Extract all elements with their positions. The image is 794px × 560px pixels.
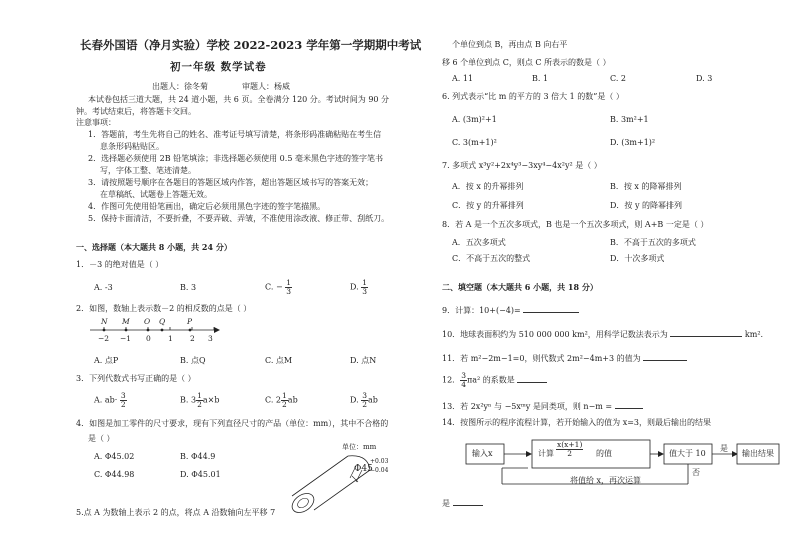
q1-option-d: D. $\frac{1}{3}$	[350, 278, 367, 296]
section2-title: 二、填空题（本大题共 6 小题，共 18 分）	[442, 282, 598, 292]
flow-compute-fraction: $\frac{x(x+1)}{2}$	[557, 440, 583, 458]
q1-option-a: A. -3	[94, 283, 113, 292]
q8-option-a: A．五次多项式	[452, 238, 506, 247]
q5-option-b: B. 1	[532, 74, 549, 83]
q2-option-d: D. 点N	[350, 356, 377, 365]
q4-option-a: A. Φ45.02	[94, 452, 135, 461]
q8-stem: 8．若 A 是一个五次多项式，B 也是一个五次多项式，则 A+B 一定是（ ）	[442, 220, 709, 229]
flow-loop-label: 将值给 x，再次运算	[570, 476, 642, 485]
q13: 13．若 2x²yⁿ 与 −5xᵐy 是同类项，则 n−m =	[442, 400, 643, 412]
point-label: Q	[159, 317, 166, 326]
note-line: 在草稿纸、试题卷上答题无效。	[100, 190, 212, 199]
point-label: O	[144, 317, 151, 326]
q4-option-b: B. Φ44.9	[180, 452, 216, 461]
intro-line-1: 本试卷包括三道大题，共 24 道小题，共 6 页。全卷满分 120 分。考试时间为 90 分	[88, 95, 390, 104]
point-label: P	[187, 317, 193, 326]
q5-stem-cont: 个单位到点 B，再由点 B 向右平	[452, 40, 568, 49]
note-line: 5．保持卡面清洁，不要折叠，不要弄破、弄皱，不准使用涂改液、修正带、刮纸刀。	[88, 214, 390, 223]
flow-input-box: 输入x	[472, 449, 493, 458]
q4-stem: 4．如图是加工零件的尺寸要求，现有下列直径尺寸的产品（单位：mm），其中不合格的	[76, 419, 389, 428]
q8-option-d: D．十次多项式	[610, 254, 665, 263]
q14-stem: 14．按图所示的程序流程计算，若开始输入的值为 x=3，则最后输出的结果	[442, 418, 712, 427]
q3-option-d: D. $\frac{3}{2}$ ab	[350, 391, 378, 409]
note-line: 2．选择题必须使用 2B 铅笔填涂；非选择题必须使用 0.5 毫米黑色字迹的签字笔书	[88, 154, 383, 163]
flow-compute-prefix: 计算	[538, 449, 554, 458]
q2-stem: 2．如图，数轴上表示数－2 的相反数的点是（ ）	[76, 304, 252, 313]
q4-stem-cont: 是（ ）	[88, 434, 115, 443]
dimension-base: Φ45	[354, 464, 373, 474]
q7-option-b: B．按 x 的降幂排列	[610, 182, 682, 191]
tick-label: 2	[190, 334, 195, 343]
q5-stem: 5.点 A 为数轴上表示 2 的点，将点 A 沿数轴向左平移 7	[76, 508, 276, 517]
axis-ticks	[98, 327, 214, 343]
right-column	[410, 0, 790, 560]
note-line: 写，字体工整、笔迹清楚。	[100, 166, 196, 175]
answer-blank	[670, 328, 742, 337]
q10: 10．地球表面积约为 510 000 000 km²，用科学记数法表示为 km².	[442, 330, 764, 339]
note-line: 息条形码粘贴区。	[100, 142, 164, 151]
note-line: 1．答题前，考生先将自己的姓名、准考证号填写清楚，将条形码准确粘贴在考生信	[88, 130, 382, 139]
left-column	[12, 0, 422, 560]
answer-blank	[643, 352, 687, 361]
tick-label: 3	[208, 334, 213, 343]
section1-title: 一、选择题（本大题共 8 小题，共 24 分）	[76, 242, 232, 252]
q4-option-c: C. Φ44.98	[94, 470, 135, 479]
q5-option-a: A. 11	[452, 74, 474, 83]
q5-stem-cont: 移 6 个单位到点 C，则点 C 所表示的数是（ ）	[442, 58, 611, 67]
q8-option-c: C．不高于五次的整式	[452, 254, 531, 263]
tick-label: 1	[168, 334, 173, 343]
point-label: N	[101, 317, 108, 326]
q11: 11．若 m²−2m−1=0，则代数式 2m²−4m+3 的值为	[442, 352, 687, 364]
q3-option-b: B. 3 $\frac{1}{2}$ a×b	[180, 391, 220, 409]
note-line: 4．作图可先使用铅笔画出，确定后必须用黑色字迹的签字笔描黑。	[88, 202, 326, 211]
dimension-lower-tolerance: −0.04	[370, 467, 389, 474]
reviewer-label: 审题人：杨威	[242, 82, 290, 91]
q6-option-a: A. (3m)²+1	[452, 115, 497, 124]
intro-line-2: 钟。考试结束后，将答题卡交回。	[76, 107, 196, 116]
q1-option-b: B. 3	[180, 283, 197, 292]
q7-stem: 7. 多项式 x³y²+2x⁴y³−3xy⁴−4x²y² 是（ ）	[442, 161, 602, 170]
q12: 12． $\frac{3}{4}$ πa² 的系数是	[442, 372, 547, 389]
q8-option-b: B．不高于五次的多项式	[610, 238, 696, 247]
note-line: 3．请按照题号顺序在各题目的答题区域内作答，超出答题区域书写的答案无效；	[88, 178, 374, 187]
q1-option-c: C. − $\frac{1}{3}$	[265, 278, 291, 296]
exam-subtitle: 初一年级 数学试卷	[170, 61, 267, 73]
q3-stem: 3．下列代数式书写正确的是（ ）	[76, 374, 196, 383]
q2-option-a: A. 点P	[94, 356, 119, 365]
dimension-upper-tolerance: +0.03	[370, 458, 389, 465]
answer-blank	[453, 497, 483, 506]
flow-no-label: 否	[692, 468, 700, 477]
q3-option-c: C. 2 $\frac{1}{2}$ ab	[265, 391, 298, 409]
q1-stem: 1．－3 的绝对值是（ ）	[76, 260, 164, 269]
flow-compute-suffix: 的值	[596, 449, 612, 458]
exam-title: 长春外国语（净月实验）学校 2022-2023 学年第一学期期中考试	[80, 38, 422, 52]
flow-output-box: 输出结果	[742, 449, 774, 458]
q2-option-c: C. 点M	[265, 356, 293, 365]
q6-option-b: B. 3m²+1	[610, 115, 649, 124]
tick-label: 0	[146, 334, 151, 343]
author-label: 出题人：徐冬菊	[152, 82, 208, 91]
q5-option-c: C. 2	[610, 74, 627, 83]
q9: 9．计算：10+(−4)=	[442, 304, 579, 316]
q2-option-b: B. 点Q	[180, 356, 206, 365]
point-label: M	[122, 317, 130, 326]
q6-stem: 6. 列式表示“比 m 的平方的 3 倍大 1 的数”是（ ）	[442, 92, 624, 101]
q14-answer: 是	[442, 497, 483, 509]
flow-yes-label: 是	[720, 444, 728, 453]
q7-option-c: C．按 y 的升幂排列	[452, 201, 524, 210]
q3-option-a: A. ab· $\frac{3}{2}$	[94, 391, 126, 409]
q6-option-d: D. (3m+1)²	[610, 138, 656, 147]
cylinder-part-figure	[284, 448, 384, 518]
axis-points	[100, 317, 193, 331]
notice-title: 注意事项：	[76, 118, 116, 127]
q6-option-c: C. 3(m+1)²	[452, 138, 497, 147]
unit-label: 单位：mm	[342, 443, 377, 451]
q4-option-d: D. Φ45.01	[180, 470, 221, 479]
flow-compare-box: 值大于 10	[669, 449, 706, 458]
q7-option-a: A．按 x 的升幂排列	[452, 182, 524, 191]
tick-label: −2	[98, 334, 110, 343]
tick-label: −1	[120, 334, 132, 343]
number-line-figure	[86, 316, 226, 348]
program-flowchart	[462, 438, 762, 508]
answer-blank	[615, 400, 643, 409]
q7-option-d: D．按 y 的降幂排列	[610, 201, 683, 210]
answer-blank	[517, 374, 547, 383]
answer-blank	[523, 304, 579, 313]
q5-option-d: D. 3	[696, 74, 713, 83]
